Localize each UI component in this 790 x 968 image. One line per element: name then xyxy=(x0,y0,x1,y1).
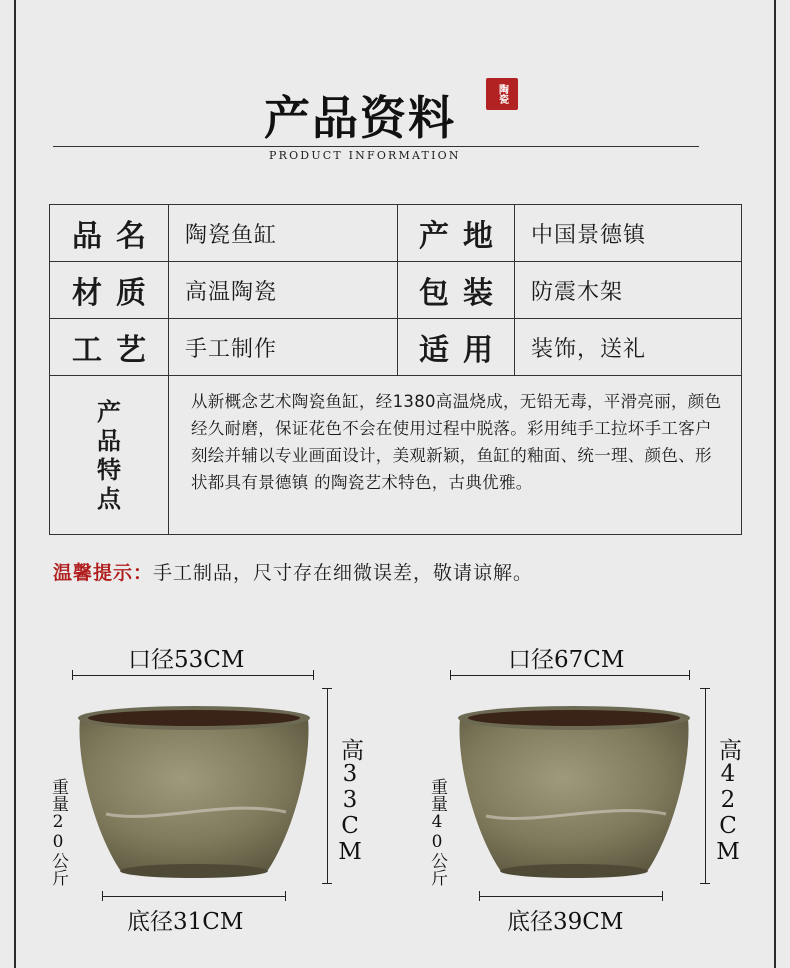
info-row xyxy=(50,205,742,262)
page-title: 产品资料 xyxy=(264,91,456,145)
frame-left-border xyxy=(14,0,16,968)
info-value: 陶瓷鱼缸 xyxy=(169,205,398,262)
dimension-tick xyxy=(450,670,451,680)
info-key: 产地 xyxy=(398,205,515,262)
fish-tank-image xyxy=(76,704,312,880)
info-row xyxy=(50,262,742,319)
info-value: 高温陶瓷 xyxy=(169,262,398,319)
dimension-tick xyxy=(689,670,690,680)
height-dimension-line xyxy=(705,688,706,884)
features-row xyxy=(50,376,742,535)
info-row xyxy=(50,319,742,376)
weight-label: 重量40公斤 xyxy=(427,778,447,886)
info-key: 材质 xyxy=(50,262,169,319)
dimension-tick xyxy=(322,688,332,689)
height-dimension-line xyxy=(327,688,328,884)
info-key: 包装 xyxy=(398,262,515,319)
dimension-tick xyxy=(313,670,314,680)
dimension-tick xyxy=(72,670,73,680)
notice xyxy=(53,558,533,585)
bottom-dimension-line xyxy=(102,896,286,897)
dimension-tick xyxy=(662,891,663,901)
info-key: 适用 xyxy=(398,319,515,376)
mouth-diameter-label: 口径67CM xyxy=(508,647,625,673)
info-key: 品名 xyxy=(50,205,169,262)
frame-right-border xyxy=(774,0,776,968)
dimension-tick xyxy=(322,883,332,884)
features-text: 从新概念艺术陶瓷鱼缸，经1380高温烧成，无铅无毒，平滑亮丽，颜色经久耐磨，保证花色不会在使用过程中脱落。彩用纯手工拉坏手工客户刻绘并辅以专业画面设计，美观新颖，鱼缸的釉面、统一理、颜色、形状都具有景德镇 的陶瓷艺术特色，古典优雅。 xyxy=(169,376,742,535)
seal-stamp: 陶瓷 xyxy=(486,78,518,110)
features-label: 产 品 特 点 xyxy=(50,376,169,535)
notice-text: 手工制品，尺寸存在细微误差，敬请谅解。 xyxy=(153,562,534,584)
dimension-tick xyxy=(102,891,103,901)
dimension-tick xyxy=(285,891,286,901)
bottom-diameter-label: 底径31CM xyxy=(127,909,244,935)
mouth-dimension-line xyxy=(450,675,690,676)
mouth-diameter-label: 口径53CM xyxy=(128,647,245,673)
info-value: 装饰，送礼 xyxy=(515,319,742,376)
notice-label: 温馨提示： xyxy=(53,562,154,584)
product-info-table xyxy=(49,204,742,535)
height-label: 高33CM xyxy=(337,738,363,865)
height-label: 高42CM xyxy=(715,738,741,865)
info-value: 手工制作 xyxy=(169,319,398,376)
page-subtitle: PRODUCT INFORMATION xyxy=(269,149,461,162)
fish-tank-image xyxy=(456,704,692,880)
info-value: 防震木架 xyxy=(515,262,742,319)
header-divider xyxy=(53,146,699,147)
bottom-dimension-line xyxy=(479,896,663,897)
info-key: 工艺 xyxy=(50,319,169,376)
dimension-tick xyxy=(479,891,480,901)
weight-label: 重量20公斤 xyxy=(48,778,68,886)
dimension-tick xyxy=(700,883,710,884)
bottom-diameter-label: 底径39CM xyxy=(507,909,624,935)
info-value: 中国景德镇 xyxy=(515,205,742,262)
mouth-dimension-line xyxy=(72,675,314,676)
dimension-tick xyxy=(700,688,710,689)
